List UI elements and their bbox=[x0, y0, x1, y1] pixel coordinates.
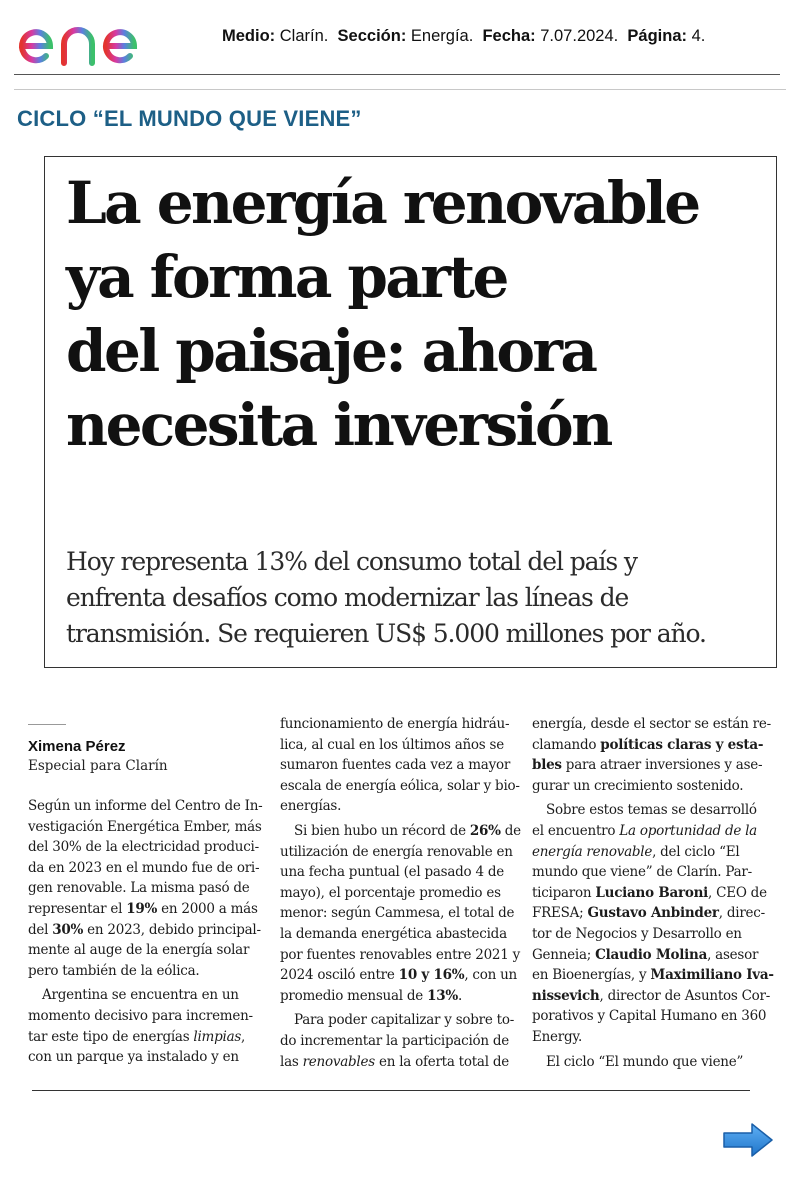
text-run: las bbox=[280, 1053, 303, 1070]
fecha-label: Fecha: bbox=[482, 27, 536, 45]
highlight-phrase: políticas claras y esta- bbox=[600, 736, 764, 753]
participant-name: Luciano Baroni bbox=[595, 884, 709, 901]
highlight-figure: 10 y 16% bbox=[398, 967, 465, 984]
text-line bbox=[532, 883, 767, 904]
paragraph bbox=[28, 796, 263, 981]
highlight-phrase: bles bbox=[532, 757, 562, 774]
text-run: , asesor bbox=[707, 946, 759, 963]
participant-name: Maximiliano Iva- bbox=[650, 967, 774, 984]
deck-line: Hoy representa 13% del consumo total del país y bbox=[66, 547, 637, 576]
text-run: . bbox=[457, 987, 463, 1004]
text-run: en la oferta total de bbox=[374, 1053, 509, 1070]
text-line: El ciclo “El mundo que viene” bbox=[546, 1053, 744, 1070]
participant-name: nissevich bbox=[532, 987, 600, 1004]
text-line: Según un informe del Centro de In- bbox=[28, 798, 263, 814]
text-line: gurar un crecimiento sostenido. bbox=[532, 777, 744, 794]
text-run: , director de Asuntos Cor- bbox=[599, 987, 771, 1004]
text-line: da en 2023 en el mundo fue de ori- bbox=[28, 859, 260, 876]
text-line bbox=[532, 986, 771, 1007]
text-line bbox=[532, 821, 764, 842]
text-run: promedio mensual de bbox=[280, 987, 428, 1004]
participant-name: Claudio Molina bbox=[595, 946, 708, 963]
footer-divider bbox=[32, 1090, 750, 1091]
text-line: energía, desde el sector se están re- bbox=[532, 716, 771, 732]
arrow-right-icon[interactable] bbox=[722, 1122, 774, 1158]
paragraph bbox=[280, 821, 521, 1006]
text-run: en 2000 a más bbox=[157, 900, 258, 917]
text-run: 2024 osciló entre bbox=[280, 967, 399, 984]
enel-logo bbox=[14, 8, 182, 70]
headline-line: del paisaje: ahora bbox=[66, 317, 596, 385]
text-line bbox=[280, 1052, 512, 1073]
emphasis: renovables bbox=[302, 1053, 375, 1070]
text-run: tar este tipo de energías bbox=[28, 1028, 194, 1045]
text-line: Energy. bbox=[532, 1028, 583, 1045]
text-run: , direc- bbox=[718, 905, 765, 922]
event-title: energía renovable bbox=[532, 843, 653, 860]
highlight-figure: 26% bbox=[469, 822, 501, 839]
text-run: para atraer inversiones y ase- bbox=[561, 757, 763, 774]
text-line bbox=[280, 965, 517, 986]
highlight-figure: 13% bbox=[427, 987, 458, 1004]
text-line bbox=[532, 903, 764, 924]
text-line: funcionamiento de energía hidráu- bbox=[280, 716, 510, 732]
text-run: clamando bbox=[532, 736, 601, 753]
paragraph bbox=[532, 800, 774, 1047]
paragraph bbox=[280, 714, 520, 817]
text-line: lica, al cual en los últimos años se bbox=[280, 736, 504, 753]
pagina-value: 4. bbox=[691, 27, 706, 45]
text-line: una fecha puntual (el pasado 4 de bbox=[280, 864, 504, 881]
text-line bbox=[532, 755, 764, 776]
text-line bbox=[28, 899, 260, 920]
highlight-figure: 30% bbox=[52, 921, 84, 938]
headline-line: ya forma parte bbox=[66, 243, 507, 311]
medio-label: Medio: bbox=[222, 27, 276, 45]
text-line: escala de energía eólica, solar y bio- bbox=[280, 777, 520, 794]
text-run: en Bioenergías, y bbox=[532, 967, 651, 984]
text-line bbox=[532, 735, 764, 756]
text-line: porativos y Capital Humano en 360 bbox=[532, 1008, 767, 1025]
participant-name: Gustavo Anbinder bbox=[587, 905, 719, 922]
text-line: mayo), el porcentaje promedio es bbox=[280, 884, 501, 901]
text-line: energías. bbox=[280, 798, 342, 815]
text-line: con un parque ya instalado y en bbox=[28, 1049, 239, 1066]
text-line: mente al auge de la energía solar bbox=[28, 942, 250, 959]
text-run: de bbox=[500, 822, 521, 839]
text-line: por fuentes renovables entre 2021 y bbox=[280, 946, 520, 963]
text-line: Sobre estos temas se desarrolló bbox=[546, 802, 757, 819]
author-role: Especial para Clarín bbox=[28, 758, 168, 774]
text-line: mundo que viene” de Clarín. Par- bbox=[532, 864, 752, 881]
paragraph bbox=[532, 714, 771, 796]
deck-line: transmisión. Se requieren US$ 5.000 millones por año. bbox=[66, 619, 706, 648]
headline-line: necesita inversión bbox=[66, 391, 611, 459]
article-column-2 bbox=[280, 714, 521, 1072]
seccion-label: Sección: bbox=[337, 27, 407, 45]
text-line: Argentina se encuentra en un bbox=[42, 987, 239, 1004]
text-run: ticiparon bbox=[532, 884, 596, 901]
text-line: vestigación Energética Ember, más bbox=[28, 818, 262, 835]
text-run: , con un bbox=[464, 967, 517, 984]
text-run: , del ciclo “El bbox=[652, 843, 740, 860]
deck-line: enfrenta desafíos como modernizar las líneas de bbox=[66, 583, 629, 612]
text-line: tor de Negocios y Desarrollo en bbox=[532, 925, 742, 942]
text-line: la demanda energética abastecida bbox=[280, 925, 507, 942]
text-line: do incrementar la participación de bbox=[280, 1032, 510, 1049]
text-line: utilización de energía renovable en bbox=[280, 843, 513, 860]
text-run: en 2023, debido principal- bbox=[83, 921, 261, 938]
text-line: del 30% de la electricidad produci- bbox=[28, 839, 259, 856]
text-line: menor: según Cammesa, el total de bbox=[280, 905, 515, 922]
text-line: gen renovable. La misma pasó de bbox=[28, 880, 250, 897]
text-line bbox=[28, 1027, 260, 1048]
headline bbox=[66, 166, 766, 462]
emphasis: limpias bbox=[193, 1028, 242, 1045]
fecha-value: 7.07.2024. bbox=[540, 27, 619, 45]
header-divider-light bbox=[14, 89, 786, 90]
pagina-label: Página: bbox=[627, 27, 688, 45]
text-line bbox=[28, 920, 260, 941]
text-line bbox=[532, 945, 764, 966]
text-line bbox=[532, 842, 764, 863]
text-line: Para poder capitalizar y sobre to- bbox=[294, 1012, 515, 1029]
text-run: Si bien hubo un récord de bbox=[294, 822, 470, 839]
text-line bbox=[280, 986, 512, 1007]
paragraph bbox=[532, 1052, 764, 1073]
text-run: representar el bbox=[28, 900, 127, 917]
text-run: FRESA; bbox=[532, 905, 588, 922]
paragraph bbox=[280, 1010, 515, 1072]
text-run: Genneia; bbox=[532, 946, 596, 963]
text-run: el encuentro bbox=[532, 822, 620, 839]
highlight-figure: 19% bbox=[126, 900, 158, 917]
text-run: , bbox=[241, 1028, 246, 1045]
byline-divider bbox=[28, 724, 66, 725]
section-kicker: CICLO “EL MUNDO QUE VIENE” bbox=[17, 106, 362, 131]
text-run: del bbox=[28, 921, 53, 938]
paragraph bbox=[28, 985, 260, 1067]
text-line: sumaron fuentes cada vez a mayor bbox=[280, 757, 511, 774]
header-divider bbox=[14, 74, 780, 75]
text-run: , CEO de bbox=[708, 884, 767, 901]
author-name: Ximena Pérez bbox=[28, 738, 126, 755]
headline-line: La energía renovable bbox=[66, 169, 699, 237]
deck-subtitle bbox=[66, 544, 766, 652]
text-line bbox=[532, 965, 774, 986]
medio-value: Clarín. bbox=[279, 27, 329, 45]
text-line bbox=[280, 821, 521, 842]
event-title: La oportunidad de la bbox=[619, 822, 757, 839]
text-line: momento decisivo para incremen- bbox=[28, 1007, 253, 1024]
text-line: pero también de la eólica. bbox=[28, 962, 200, 979]
article-column-3 bbox=[532, 714, 774, 1072]
article-metadata bbox=[222, 27, 705, 46]
seccion-value: Energía. bbox=[410, 27, 474, 45]
article-column-1 bbox=[28, 796, 263, 1068]
